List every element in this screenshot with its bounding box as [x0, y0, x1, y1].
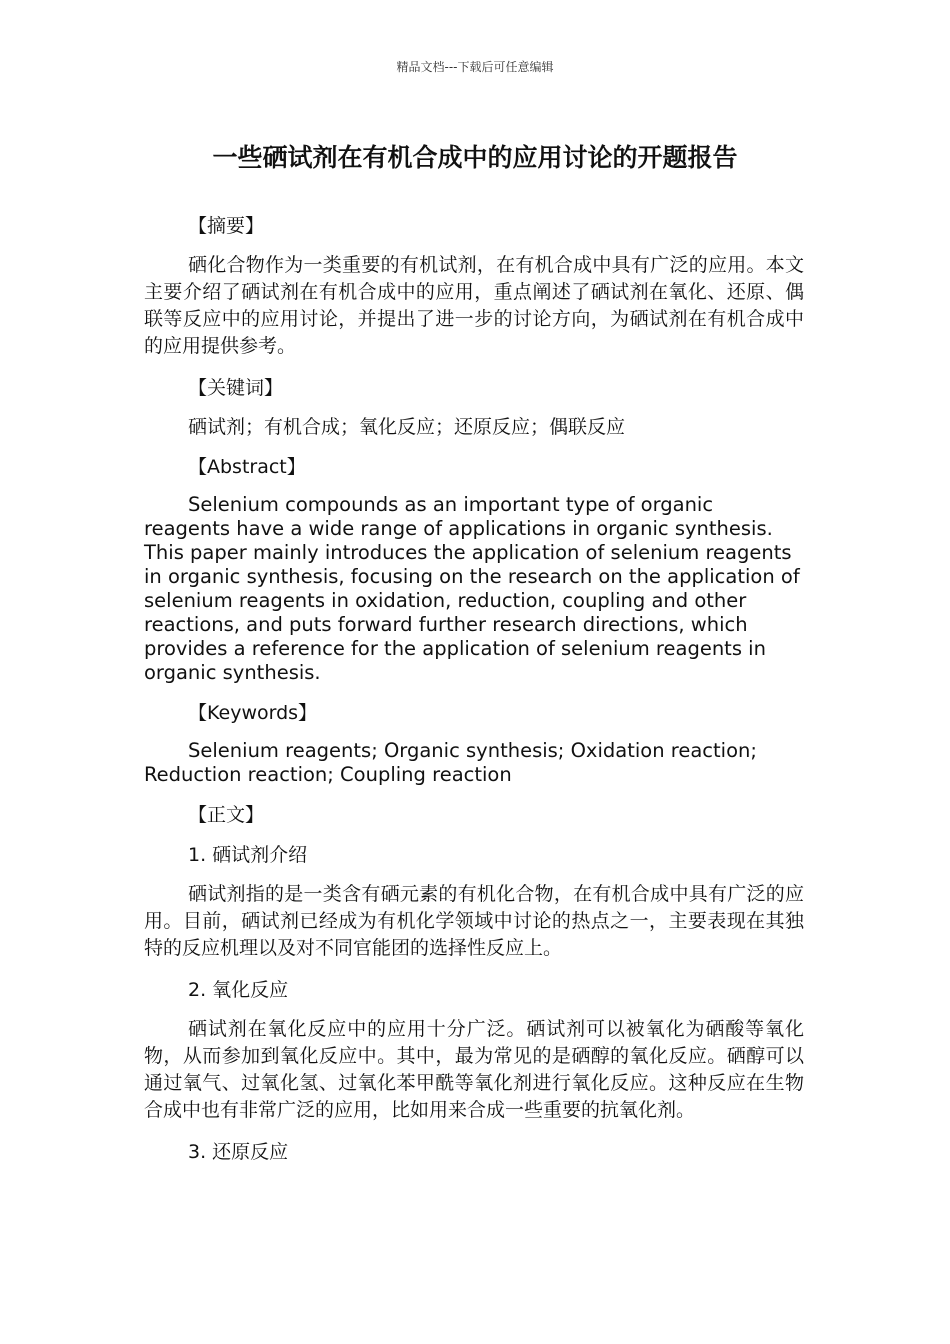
keywords-label: 【关键词】: [188, 377, 284, 399]
body-label: 【正文】: [188, 804, 265, 826]
section-3-heading: 3. 还原反应: [188, 1141, 289, 1163]
section-2-text: 硒试剂在氧化反应中的应用十分广泛。硒试剂可以被氧化为硒酸等氧化物，从而参加到氧化反应中。其中，最为常见的是硒醇的氧化反应。硒醇可以通过氧气、过氧化氢、过氧化苯甲酰等氧化剂进行氧化反应。这种反应在生物合成中也有非常广泛的应用，比如用来合成一些重要的抗氧化剂。: [144, 1018, 804, 1121]
section-2-heading: 2. 氧化反应: [188, 979, 289, 1001]
abstract-en-text: Selenium compounds as an important type of organic reagents have a wide range of applications in organic synthesis. This paper mainly introduces the application of selenium reagents in organic synthesis, focusing on the research on the application of selenium reagents in oxidation, reduction, coupling and other reactions, and puts forward further research directions, which provides a reference for the application of selenium reagents in organic synthesis.: [144, 493, 800, 684]
abstract-label: 【摘要】: [188, 215, 265, 237]
section-1-text: 硒试剂指的是一类含有硒元素的有机化合物，在有机合成中具有广泛的应用。目前，硒试剂已经成为有机化学领域中讨论的热点之一，主要表现在其独特的反应机理以及对不同官能团的选择性反应上。: [144, 883, 804, 959]
section-1-heading: 1. 硒试剂介绍: [188, 844, 308, 866]
keywords-en-text: Selenium reagents; Organic synthesis; Oxidation reaction; Reduction reaction; Coupling reaction: [144, 739, 757, 786]
document-title: 一些硒试剂在有机合成中的应用讨论的开题报告: [212, 143, 738, 172]
keywords-en-label: 【Keywords】: [188, 702, 318, 724]
document-body: [144, 212, 804, 1178]
abstract-text: 硒化合物作为一类重要的有机试剂，在有机合成中具有广泛的应用。本文主要介绍了硒试剂在有机合成中的应用，重点阐述了硒试剂在氧化、还原、偶联等反应中的应用讨论，并提出了进一步的讨论方向，为硒试剂在有机合成中的应用提供参考。: [144, 254, 804, 357]
header-note: 精品文档---下载后可任意编辑: [396, 60, 554, 74]
keywords-text: 硒试剂；有机合成；氧化反应；还原反应；偶联反应: [188, 416, 626, 438]
abstract-en-label: 【Abstract】: [188, 456, 306, 478]
